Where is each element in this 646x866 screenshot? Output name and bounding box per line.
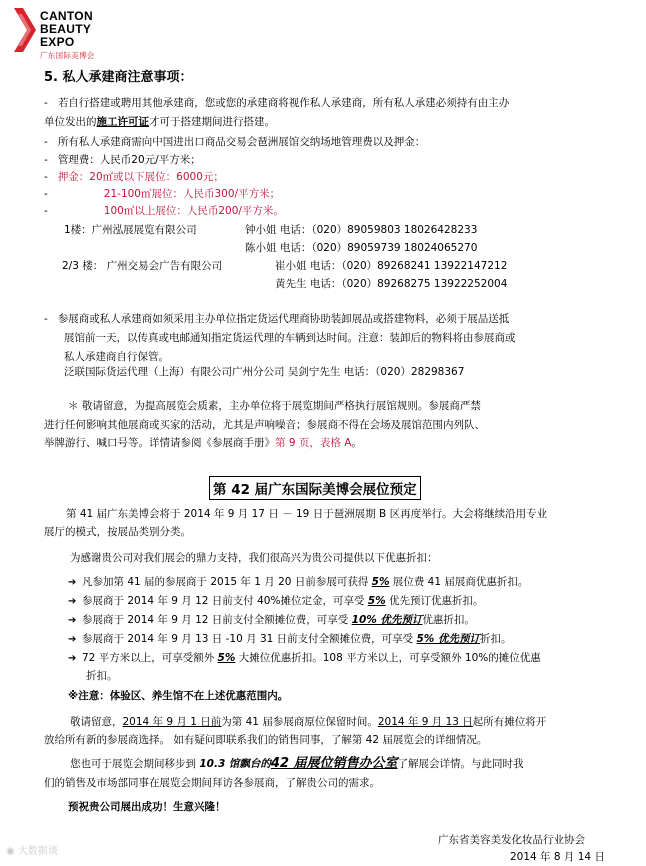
arrow-icon: ➔ xyxy=(68,615,77,626)
para1-line-a: - 若自行搭建或聘用其他承建商，您或您的承建商将视作私人承建商，所有私人承建必须持有由主办 xyxy=(44,97,510,109)
office-line-a: 您也可于展览会期间移步到 10.3 馆飘台的42 届展位销售办公室了解展会详情。与此同时我 xyxy=(70,756,524,771)
para3-line-a: - 参展商或私人承建商如须采用主办单位指定货运代理商协助装卸展品或搭建物料，必须于展品送抵 xyxy=(44,313,510,325)
booking-heading: 第 42 届广东国际美博会展位预定 xyxy=(209,476,421,500)
arrow-icon: ➔ xyxy=(68,596,77,607)
floor23-contact-2: 黄先生 电话：（020）89268275 13922252004 xyxy=(275,278,508,290)
arrow-icon: ➔ xyxy=(68,653,77,664)
watermark: ◉ 大数据谈 xyxy=(6,846,58,857)
deposit-line-3: - 100㎡以上展位：人民币200/平方米。 xyxy=(44,205,284,217)
freight-agent: 泛联国际货运代理（上海）有限公司广州分公司 吴剑宁先生 电话：（020）28298367 xyxy=(64,366,465,378)
para1-line-b: 单位发出的施工许可证才可于搭建期间进行搭建。 xyxy=(44,116,275,128)
section-5-title: 5. 私人承建商注意事项： xyxy=(44,70,193,85)
booking-intro-a: 第 41 届广东美博会将于 2014 年 9 月 17 日 － 19 日于琶洲展期 B 区再度举行。大会将继续沿用专业 xyxy=(66,508,548,520)
discount-item-5-cont: 折扣。 xyxy=(86,670,118,682)
discount-note: ※注意：体验区、养生馆不在上述优惠范围内。 xyxy=(68,690,289,702)
signature-date: 2014 年 8 月 14 日 xyxy=(510,851,605,863)
canton-beauty-expo-logo xyxy=(14,4,134,66)
office-line-b: 们的销售及市场部同事在展览会期间拜访各参展商，了解贵公司的需求。 xyxy=(44,777,380,789)
deposit-line-2: - 21-100㎡展位：人民币300/平方米； xyxy=(44,188,281,200)
permit-link: 施工许可证 xyxy=(96,116,149,128)
para3-line-c: 私人承建商自行保管。 xyxy=(64,351,169,363)
para3-line-b: 展馆前一天，以传真或电邮通知指定货运代理的车辆到达时间。注意：装卸后的物料将由参展商或 xyxy=(64,332,516,344)
logo-line-2: BEAUTY xyxy=(40,22,92,36)
signature-org: 广东省美容美发化妆品行业协会 xyxy=(438,834,585,846)
discount-item-3: ➔ 参展商于 2014 年 9 月 12 日前支付全额摊位费，可享受 10% 优先预订优惠折扣。 xyxy=(68,611,475,630)
notice-line-c: 举牌游行、喊口号等。详情请参阅《参展商手册》第 9 页，表格 A。 xyxy=(44,437,362,449)
arrow-icon: ➔ xyxy=(68,577,77,588)
logo-line-1: CANTON xyxy=(40,9,93,23)
booking-intro-b: 展厅的模式，按展品类别分类。 xyxy=(44,526,191,538)
notice-line-b: 进行任何影响其他展商或买家的活动，尤其是声响噪音；参展商不得在会场及展馆范围内列队、 xyxy=(44,419,485,431)
discount-item-4: ➔ 参展商于 2014 年 9 月 13 日 -10 月 31 日前支付全额摊位费，可享受 5% 优先预订折扣。 xyxy=(68,630,511,649)
para2: - 所有私人承建商需向中国进出口商品交易会琶洲展馆交纳场地管理费以及押金： xyxy=(44,136,426,148)
deposit-line-1: - 押金：20㎡或以下展位：6000元； xyxy=(44,171,224,183)
notice-line-a: ＊ 敬请留意，为提高展览会质素，主办单位将于展览期间严格执行展馆规则。参展商严禁 xyxy=(68,400,481,412)
logo-line-4: 广东国际美博会 xyxy=(40,51,95,60)
fee-line: - 管理费：人民币20元/平方米； xyxy=(44,154,201,166)
floor1-label: 1楼：广州泓展展览有限公司 xyxy=(64,224,197,236)
floor1-contact-1: 钟小姐 电话：（020）89059803 18026428233 xyxy=(245,224,478,236)
manual-reference: 第 9 页，表格 A xyxy=(275,437,352,449)
discount-item-5: ➔ 72 平方米以上，可享受额外 5% 大摊位优惠折扣。108 平方米以上，可享受额外 10%的摊位优惠 xyxy=(68,649,541,668)
floor23-contact-1: 崔小姐 电话：（020）89268241 13922147212 xyxy=(275,260,508,272)
arrow-icon: ➔ xyxy=(68,634,77,645)
floor23-label: 2/3 楼： 广州交易会广告有限公司 xyxy=(62,260,223,272)
floor1-contact-2: 陈小姐 电话：（020）89059739 18024065270 xyxy=(245,242,478,254)
discount-item-2: ➔ 参展商于 2014 年 9 月 12 日前支付 40%摊位定金，可享受 5% 优先预订优惠折扣。 xyxy=(68,592,483,611)
reserve-line-b: 放给所有新的参展商选择。 如有疑问即联系我们的销售同事，了解第 42 届展览会的详细情况。 xyxy=(44,734,488,746)
sales-office: 42 届展位销售办公室 xyxy=(270,756,398,771)
logo-line-3: EXPO xyxy=(40,35,75,49)
discount-item-1: ➔ 凡参加第 41 届的参展商于 2015 年 1 月 20 日前参展可获得 5% 展位费 41 届展商优惠折扣。 xyxy=(68,573,528,592)
logo-mark-icon xyxy=(14,6,36,54)
booking-thanks: 为感谢贵公司对我们展会的鼎力支持，我们很高兴为贵公司提供以下优惠折扣： xyxy=(70,552,438,564)
closing-wish: 预祝贵公司展出成功！生意兴隆！ xyxy=(68,801,226,813)
reserve-line-a: 敬请留意，2014 年 9 月 1 日前为第 41 届参展商原位保留时间。2014 年 9 月 13 日起所有摊位将开 xyxy=(70,716,547,728)
camera-icon: ◉ xyxy=(6,846,18,857)
